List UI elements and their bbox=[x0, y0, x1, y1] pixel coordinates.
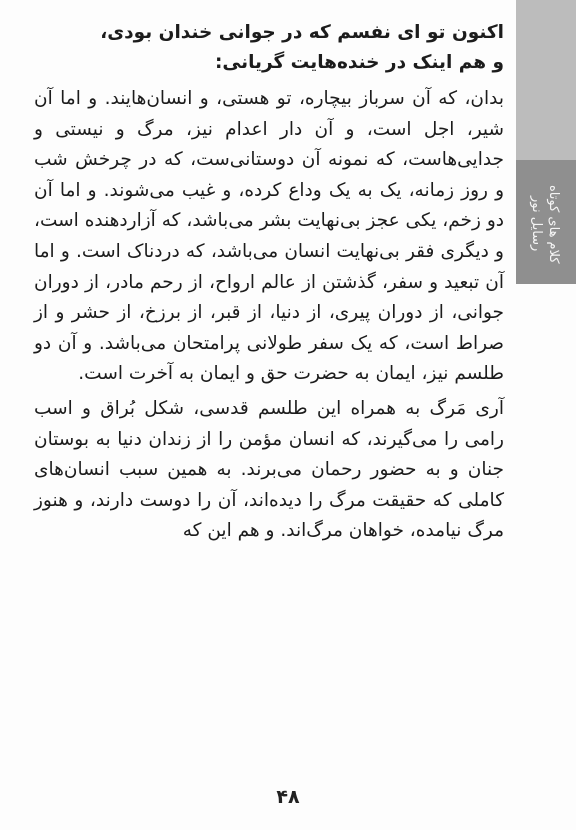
page-number: ۴۸ bbox=[276, 786, 300, 808]
heading-line-1: اکنون تو ای نفسم که در جوانی خندان بودی، bbox=[100, 22, 504, 43]
side-tab-line-1: کلام های کوتاه bbox=[546, 184, 561, 264]
section-heading bbox=[34, 18, 504, 78]
paragraph-1: بدان، که آن سرباز بیچاره، تو هستی، و انسان‌هایند. و اما آن شیر، اجل است، و آن دار اعدام نیز، مرگ و نیستی و جدایی‌هاست، که نمونه آن دوستانی‌ست، که در چرخش شب و روز زمانه، یک به یک وداع کرده، و غیب می‌شوند. و اما آن دو زخم، یکی عجز بی‌نهایت بشر می‌باشد، که آزاردهنده است، و دیگری فقر بی‌نهایت انسان می‌باشد، که دردناک است. و اما آن تبعید و سفر، گذشتن از عالم ارواح، از رحم مادر، از دوران جوانی، از دوران پیری، از دنیا، از قبر، از برزخ، از حشر و از صراط است، که یک سفر طولانی پرامتحان می‌باشد. و آن دو طلسم نیز، ایمان به حضرت حق و ایمان به آخرت است. bbox=[34, 88, 504, 385]
side-tab-line-2: رسایل نور bbox=[529, 196, 544, 252]
side-tab-label bbox=[526, 166, 562, 282]
main-text bbox=[34, 18, 504, 551]
side-tab-highlight bbox=[516, 0, 576, 160]
paragraph-2: آری مَرگ به همراه این طلسم قدسی، شکل بُراق و اسب رامی را می‌گیرند، که انسان مؤمن را از زندان دنیا به بوستان جنان و به حضور رحمان می‌برند. به همین سبب انسان‌های کاملی که حقیقت مرگ را دیده‌اند، آن را دوست دارند، و هنوز مرگ نیامده، خواهان مرگ‌اند. و هم این که bbox=[34, 397, 504, 542]
heading-line-2: و هم اینک در خنده‌هایت گریانی: bbox=[215, 52, 504, 73]
